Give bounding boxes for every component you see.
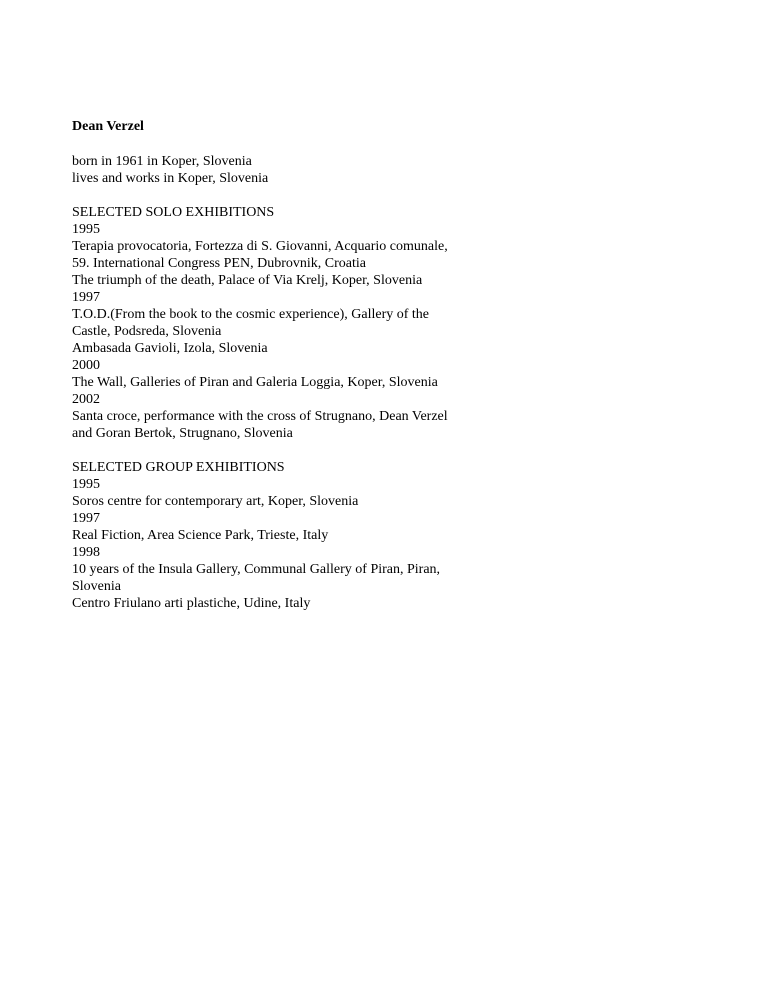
group-line: Soros centre for contemporary art, Koper, Slovenia bbox=[72, 494, 359, 509]
group-exhibitions-heading: SELECTED GROUP EXHIBITIONS bbox=[72, 460, 285, 475]
group-line: Centro Friulano arti plastiche, Udine, Italy bbox=[72, 596, 311, 611]
group-line: Real Fiction, Area Science Park, Trieste, Italy bbox=[72, 528, 329, 543]
solo-line: 59. International Congress PEN, Dubrovnik, Croatia bbox=[72, 256, 366, 271]
solo-line: 1995 bbox=[72, 222, 100, 237]
solo-line: Terapia provocatoria, Fortezza di S. Giovanni, Acquario comunale, bbox=[72, 239, 448, 254]
bio-block bbox=[72, 153, 512, 187]
solo-exhibitions-heading: SELECTED SOLO EXHIBITIONS bbox=[72, 205, 275, 220]
solo-line: Castle, Podsreda, Slovenia bbox=[72, 324, 222, 339]
solo-line: 2000 bbox=[72, 358, 100, 373]
bio-birth-line: born in 1961 in Koper, Slovenia bbox=[72, 154, 252, 169]
solo-line: The triumph of the death, Palace of Via Krelj, Koper, Slovenia bbox=[72, 273, 423, 288]
solo-line: T.O.D.(From the book to the cosmic experience), Gallery of the bbox=[72, 307, 430, 322]
document-content bbox=[72, 118, 512, 629]
group-line: Slovenia bbox=[72, 579, 121, 594]
bio-residence-line: lives and works in Koper, Slovenia bbox=[72, 171, 269, 186]
group-line: 1998 bbox=[72, 545, 100, 560]
solo-line: and Goran Bertok, Strugnano, Slovenia bbox=[72, 426, 293, 441]
solo-exhibitions-section bbox=[72, 204, 512, 442]
solo-line: Ambasada Gavioli, Izola, Slovenia bbox=[72, 341, 268, 356]
solo-line: 1997 bbox=[72, 290, 100, 305]
group-line: 1997 bbox=[72, 511, 100, 526]
group-line: 10 years of the Insula Gallery, Communal Gallery of Piran, Piran, bbox=[72, 562, 441, 577]
solo-line: 2002 bbox=[72, 392, 100, 407]
group-exhibitions-section bbox=[72, 459, 512, 612]
solo-line: Santa croce, performance with the cross of Strugnano, Dean Verzel bbox=[72, 409, 448, 424]
solo-line: The Wall, Galleries of Piran and Galeria Loggia, Koper, Slovenia bbox=[72, 375, 438, 390]
artist-name: Dean Verzel bbox=[72, 119, 144, 134]
group-line: 1995 bbox=[72, 477, 100, 492]
